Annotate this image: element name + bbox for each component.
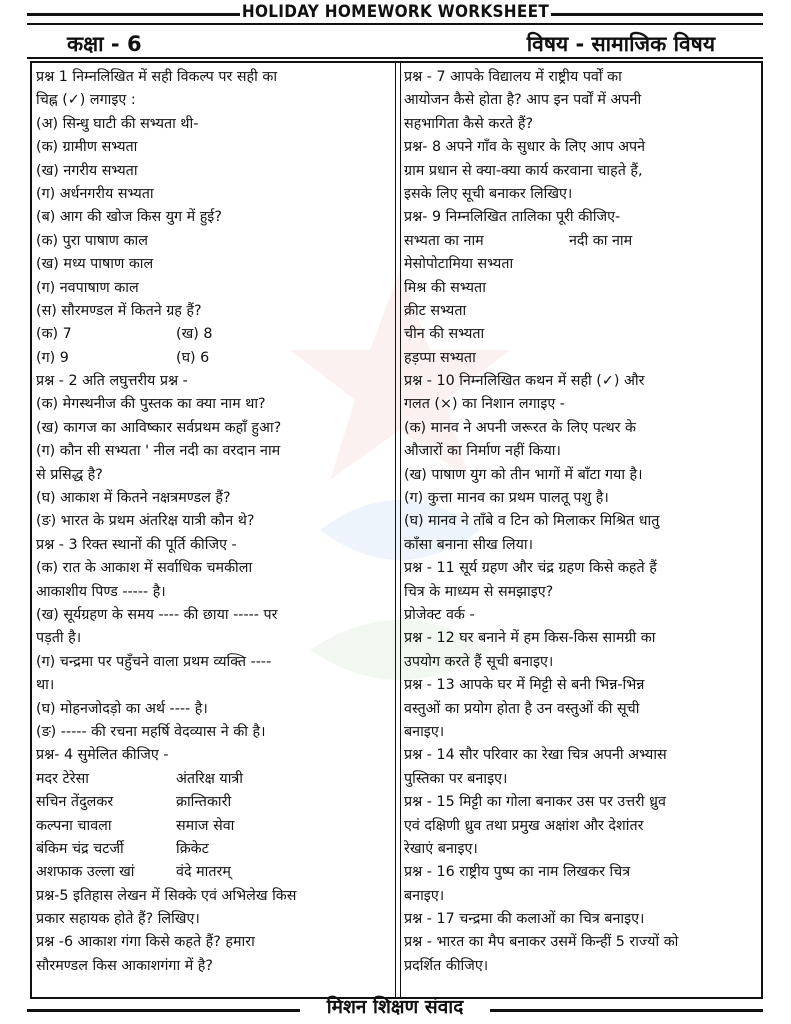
text-line: औजारों का निर्माण नहीं किया। <box>404 443 561 460</box>
text-line: (ख) सूर्यग्रहण के समय ---- की छाया ----- पर <box>36 606 278 623</box>
text-line: मिश्र की सभ्यता <box>404 279 486 296</box>
text-line: सहभागिता कैसे करते हैं? <box>404 115 534 132</box>
pair-left: (क) 7 <box>36 326 72 343</box>
text-line: बनाइए। <box>404 723 445 740</box>
text-line: काँसा बनाना सीख लिया। <box>404 536 533 553</box>
text-line: (ख) पाषाण युग को तीन भागों में बाँटा गया है। <box>404 466 643 483</box>
pair-right: क्रिकेट <box>176 840 209 857</box>
line-pair <box>404 230 759 253</box>
question-heading: प्रश्न - 15 मिट्टी का गोला बनाकर उस पर उत्तरी ध्रुव <box>404 794 666 811</box>
text-line: उपयोग करते हैं सूची बनाइए। <box>404 653 554 670</box>
text-line: चिह्न (✓) लगाइए : <box>36 92 136 109</box>
column-divider <box>395 61 401 999</box>
text-line: (क) मानव ने अपनी जरूरत के लिए पत्थर के <box>404 419 637 436</box>
text-line: था। <box>36 677 55 694</box>
text-line: इसके लिए सूची बनाकर लिखिए। <box>404 185 573 202</box>
question-heading: प्रश्न- 8 अपने गाँव के सुधार के लिए आप अपने <box>404 139 646 156</box>
text-line: (घ) मानव ने ताँबे व टिन को मिलाकर मिश्रित धातु <box>404 513 660 530</box>
text-line: (क) मेगस्थनीज की पुस्तक का क्या नाम था? <box>36 396 266 413</box>
pair-left: सभ्यता का नाम <box>404 232 484 249</box>
text-line: (ग) नवपाषाण काल <box>36 279 139 296</box>
question-heading: प्रश्न - 3 रिक्त स्थानों की पूर्ति कीजिए - <box>36 536 237 553</box>
text-line: बनाइए। <box>404 887 445 904</box>
footer-brand: मिशन शिक्षण संवाद <box>326 996 464 1018</box>
question-heading: प्रश्न - भारत का मैप बनाकर उसमें किन्हीं 5 राज्यों को <box>404 934 679 951</box>
pair-left: अशफाक उल्ला खां <box>36 864 135 881</box>
text-line: (ख) नगरीय सभ्यता <box>36 162 138 179</box>
header-rule-left <box>27 13 240 16</box>
question-heading: प्रश्न - 12 घर बनाने में हम किस-किस सामग्री का <box>404 630 656 647</box>
text-line: (ङ) ----- की रचना महर्षि वेदव्यास ने की है। <box>36 723 266 740</box>
pair-left: सचिन तेंदुलकर <box>36 794 114 811</box>
text-line: (ग) कौन सी सभ्यता ' नील नदी का वरदान नाम <box>36 443 281 460</box>
question-heading: प्रश्न - 11 सूर्य ग्रहण और चंद्र ग्रहण किसे कहते हैं <box>404 560 657 577</box>
text-line: पड़ती है। <box>36 630 82 647</box>
meta-bar <box>27 23 763 59</box>
line-pair <box>36 861 391 884</box>
text-line: प्रदर्शित कीजिए। <box>404 957 489 974</box>
line-pair <box>36 323 391 346</box>
text-line: आकाशीय पिण्ड ----- है। <box>36 583 166 600</box>
text-line: (स) सौरमण्डल में कितने ग्रह हैं? <box>36 302 202 319</box>
question-heading: प्रश्न - 10 निम्नलिखित कथन में सही (✓) और <box>404 373 645 390</box>
text-line: (ग) कुत्ता मानव का प्रथम पालतू पशु है। <box>404 490 609 507</box>
text-line: (ङ) भारत के प्रथम अंतरिक्ष यात्री कौन थे? <box>36 513 255 530</box>
line-pair <box>36 791 391 814</box>
text-line: (ब) आग की खोज किस युग में हुई? <box>36 209 222 226</box>
text-line: (ग) अर्धनगरीय सभ्यता <box>36 185 154 202</box>
class-label: कक्षा - 6 <box>67 32 142 56</box>
text-line: चीन की सभ्यता <box>404 326 485 343</box>
text-line: से प्रसिद्ध है? <box>36 466 103 483</box>
pair-right: क्रान्तिकारी <box>176 794 232 811</box>
text-line: पुस्तिका पर बनाइए। <box>404 770 508 787</box>
footer-rule-right <box>490 1009 763 1012</box>
text-line: आयोजन कैसे होता है? आप इन पर्वों में अपनी <box>404 92 642 109</box>
line-pair <box>36 815 391 838</box>
right-column <box>404 66 759 978</box>
text-line: (ख) कागज का आविष्कार सर्वप्रथम कहाँ हुआ? <box>36 419 282 436</box>
text-line: ग्राम प्रधान से क्या-क्या कार्य करवाना चाहते हैं, <box>404 162 643 179</box>
pair-right: वंदे मातरम् <box>176 864 231 881</box>
text-line: प्रकार सहायक होते हैं? लिखिए। <box>36 911 200 928</box>
question-heading: प्रश्न - 16 राष्ट्रीय पुष्प का नाम लिखकर चित्र <box>404 864 631 881</box>
question-heading: प्रश्न -6 आकाश गंगा किसे कहते हैं? हमारा <box>36 934 255 951</box>
text-line: मेसोपोटामिया सभ्यता <box>404 256 514 273</box>
text-line: सौरमण्डल किस आकाशगंगा में है? <box>36 957 213 974</box>
question-heading: प्रश्न-5 इतिहास लेखन में सिक्के एवं अभिलेख किस <box>36 887 297 904</box>
question-heading: प्रश्न- 4 सुमेलित कीजिए - <box>36 747 169 764</box>
text-line: (क) पुरा पाषाण काल <box>36 232 148 249</box>
text-line: रेखाएं बनाइए। <box>404 840 478 857</box>
pair-right: समाज सेवा <box>176 817 235 834</box>
footer-rule-left <box>27 1009 300 1012</box>
text-line: (क) रात के आकाश में सर्वाधिक चमकीला <box>36 560 253 577</box>
text-line: गलत (×) का निशान लगाइए - <box>404 396 565 413</box>
text-line: (ग) चन्द्रमा पर पहुँचने वाला प्रथम व्यक्ति ---- <box>36 653 272 670</box>
text-line: क्रीट सभ्यता <box>404 302 467 319</box>
pair-right: (घ) 6 <box>176 349 210 366</box>
pair-right: नदी का नाम <box>569 232 633 249</box>
left-column <box>36 66 391 978</box>
worksheet-title: HOLIDAY HOMEWORK WORKSHEET <box>241 2 550 22</box>
line-pair <box>36 838 391 861</box>
question-heading: प्रश्न- 9 निम्नलिखित तालिका पूरी कीजिए- <box>404 209 621 226</box>
pair-left: कल्पना चावला <box>36 817 112 834</box>
question-heading: प्रश्न - 7 आपके विद्यालय में राष्ट्रीय पर्वों का <box>404 69 622 85</box>
question-heading: प्रश्न - 17 चन्द्रमा की कलाओं का चित्र बनाइए। <box>404 911 645 928</box>
pair-right: (ख) 8 <box>176 326 213 343</box>
question-heading: प्रश्न - 14 सौर परिवार का रेखा चित्र अपनी अभ्यास <box>404 747 667 764</box>
header-rule-right <box>551 13 763 16</box>
pair-right: अंतरिक्ष यात्री <box>176 770 244 787</box>
pair-left: बंकिम चंद्र चटर्जी <box>36 840 124 857</box>
text-line: चित्र के माध्यम से समझाइए? <box>404 583 554 600</box>
question-heading: प्रश्न - 13 आपके घर में मिट्टी से बनी भिन्न-भिन्न <box>404 677 645 694</box>
text-line: (ख) मध्य पाषाण काल <box>36 256 154 273</box>
line-pair <box>36 768 391 791</box>
pair-left: (ग) 9 <box>36 349 69 366</box>
text-line: एवं दक्षिणी ध्रुव तथा प्रमुख अक्षांश और देशांतर <box>404 817 644 834</box>
text-line: (घ) आकाश में कितने नक्षत्रमण्डल हैं? <box>36 490 231 507</box>
question-heading: प्रश्न - 2 अति लघुत्तरीय प्रश्न - <box>36 373 188 390</box>
line-pair <box>36 347 391 370</box>
pair-left: मदर टेरेसा <box>36 770 89 787</box>
question-heading: प्रश्न 1 निम्नलिखित में सही विकल्प पर सही का <box>36 69 278 85</box>
text-line: (अ) सिन्धु घाटी की सभ्यता थी- <box>36 115 199 132</box>
text-line: हड़प्पा सभ्यता <box>404 349 476 366</box>
text-line: (क) ग्रामीण सभ्यता <box>36 139 138 156</box>
text-line: प्रोजेक्ट वर्क - <box>404 606 475 623</box>
text-line: वस्तुओं का प्रयोग होता है उन वस्तुओं की सूची <box>404 700 640 717</box>
subject-label: विषय - सामाजिक विषय <box>526 32 715 56</box>
text-line: (घ) मोहनजोदड़ो का अर्थ ---- है। <box>36 700 208 717</box>
